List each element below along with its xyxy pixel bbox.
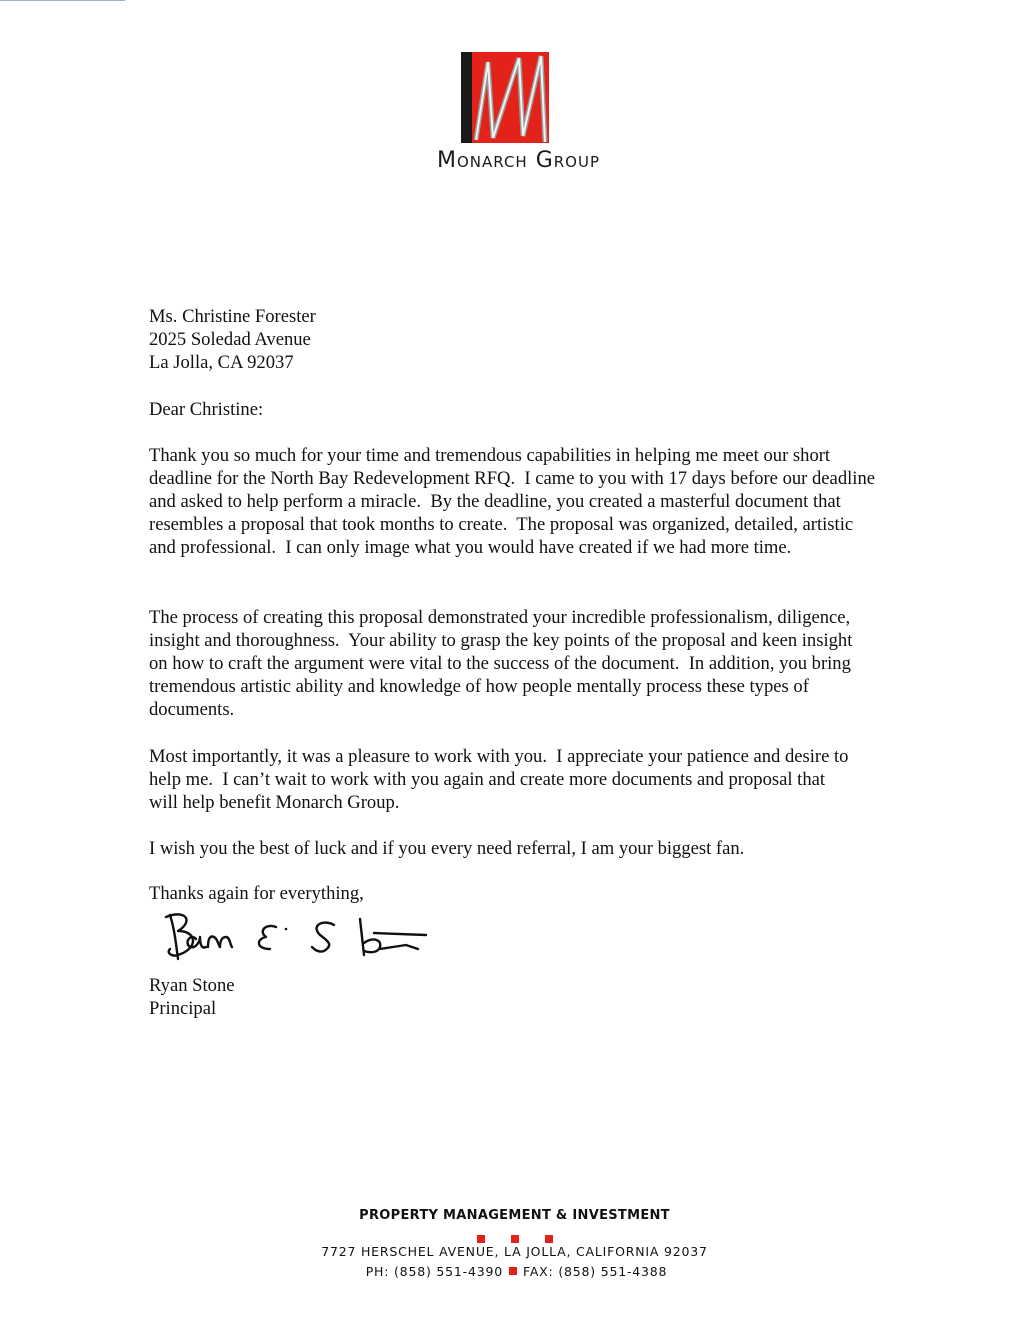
footer-tagline: PROPERTY MANAGEMENT & INVESTMENT (359, 1208, 670, 1223)
closing: Thanks again for everything, (149, 883, 364, 904)
signer-name: Ryan Stone (149, 975, 235, 996)
recipient-name: Ms. Christine Forester (149, 306, 316, 327)
red-square-icon (477, 1235, 485, 1243)
footer-address: 7727 HERSCHEL AVENUE, LA JOLLA, CALIFORNIA 92037 (321, 1244, 708, 1259)
footer-fax: FAX: (858) 551-4388 (522, 1264, 668, 1279)
red-square-icon (545, 1235, 553, 1243)
salutation: Dear Christine: (149, 399, 264, 420)
recipient-street: 2025 Soledad Avenue (149, 329, 311, 350)
footer-contact (6, 1264, 1021, 1279)
red-square-icon (511, 1235, 519, 1243)
body-paragraph: Thank you so much for your time and tremendous capabilities in helping me meet our short deadline for the North Bay Redevelopment RFQ. I came to you with 17 days before our deadline and asked to help perform a miracle. By the deadline, you created a masterful document that resembles a proposal that took months to create. The proposal was organized, detailed, artistic and professional. I can only image what you would have created if we had more time. (149, 445, 880, 558)
scan-edge-line (0, 0, 125, 1)
recipient-city: La Jolla, CA 92037 (149, 352, 294, 373)
signature-icon (148, 905, 438, 965)
company-name: Monarch Group (437, 148, 600, 173)
recipient-address (149, 305, 889, 374)
body-paragraph: I wish you the best of luck and if you every need referral, I am your biggest fan. (149, 838, 745, 859)
footer-dots (4, 1228, 1021, 1238)
footer-phone: PH: (858) 551-4390 (365, 1264, 503, 1279)
red-square-icon (509, 1267, 517, 1275)
monarch-logo-icon (461, 52, 549, 143)
body-paragraph: Most importantly, it was a pleasure to work with you. I appreciate your patience and desire to help me. I can’t wait to work with you again and create more documents and proposal that will help benefit Monarch Group. (149, 746, 854, 813)
body-paragraph: The process of creating this proposal demonstrated your incredible professionalism, diligence, insight and thoroughness. Your ability to grasp the key points of the proposal and keen insight on how to craft the argument were vital to the success of the document. In addition, you bring tremendous artistic ability and knowledge of how people mentally process these types of documents. (149, 607, 858, 720)
signer-title: Principal (149, 998, 217, 1019)
signer-block (149, 974, 889, 1020)
